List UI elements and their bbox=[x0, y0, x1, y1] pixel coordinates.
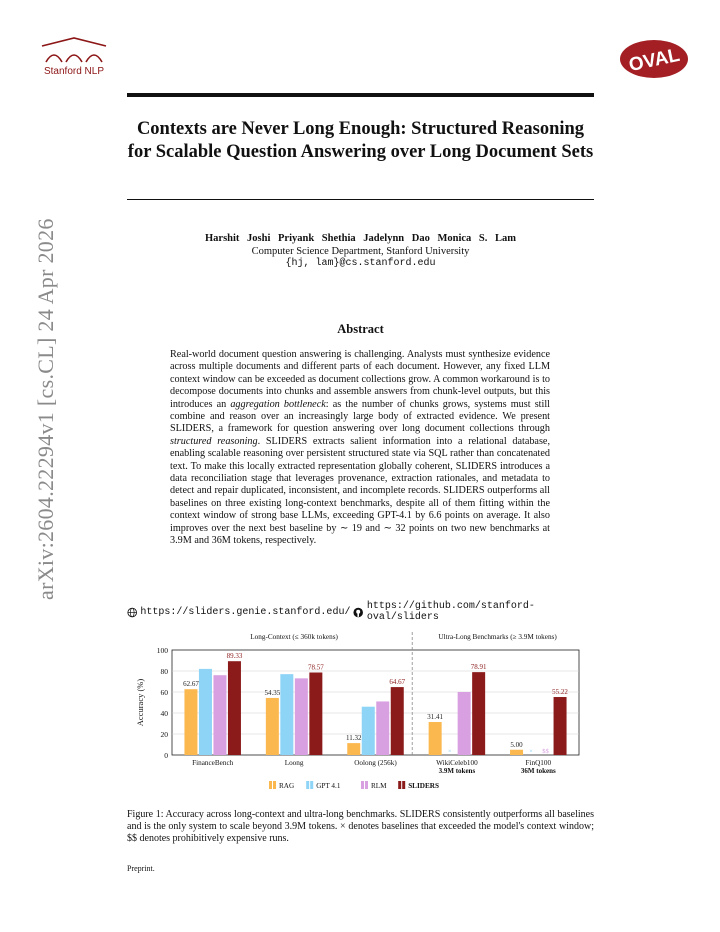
bar-sliders bbox=[228, 661, 241, 755]
y-tick-label: 60 bbox=[160, 688, 168, 697]
github-repo-link[interactable]: https://github.com/stanford-oval/sliders bbox=[366, 601, 535, 623]
legend-swatch bbox=[361, 781, 364, 789]
legend-label: RLM bbox=[371, 782, 387, 790]
y-tick-label: 40 bbox=[160, 709, 168, 718]
x-tick-sublabel: 3.9M tokens bbox=[438, 767, 476, 775]
x-tick-label: Loong bbox=[284, 759, 304, 767]
abstract-emphasis: aggregation bottleneck bbox=[230, 398, 326, 410]
figure-caption: Figure 1: Accuracy across long-context and ultra-long benchmarks. SLIDERS consistently outperforms all baselines and is the only system to scale beyond 3.9M tokens. × denotes baselines that exceeded the model's context window; $$ denotes prohibitively expensive runs. bbox=[127, 809, 594, 844]
author-list: Harshit Joshi Priyank Shethia Jadelynn Dao Monica S. Lam bbox=[205, 233, 516, 244]
legend-swatch bbox=[402, 781, 405, 789]
svg-text:OVAL: OVAL bbox=[627, 44, 682, 77]
oval-logo-icon bbox=[618, 38, 690, 80]
bar-value-label: 78.57 bbox=[307, 663, 324, 672]
bar-value-label: 55.22 bbox=[552, 688, 568, 697]
legend-swatch bbox=[269, 781, 272, 789]
stanford-nlp-logo bbox=[34, 36, 114, 82]
bar-unavailable-marker: × bbox=[447, 748, 452, 755]
contact-email: {hj, lam}@cs.stanford.edu bbox=[285, 258, 436, 269]
arxiv-side-stamp: arXiv:2604.22294v1 [cs.CL] 24 Apr 2026 bbox=[33, 218, 58, 600]
bar-rlm bbox=[295, 678, 308, 755]
y-axis-label: Accuracy (%) bbox=[135, 678, 145, 727]
bar-rag bbox=[347, 743, 360, 755]
abstract-emphasis: structured reasoning bbox=[170, 435, 258, 447]
title-rule-top bbox=[127, 93, 594, 97]
y-tick-label: 100 bbox=[156, 646, 168, 655]
x-tick-label: Oolong (256k) bbox=[354, 759, 397, 767]
bar-value-label: 78.91 bbox=[470, 663, 487, 672]
section-label-ultra-long: Ultra-Long Benchmarks (≥ 3.9M tokens) bbox=[438, 633, 557, 641]
bar-sliders bbox=[472, 672, 485, 755]
paper-title: Contexts are Never Long Enough: Structured Reasoning for Scalable Question Answering over Long Document Sets bbox=[127, 119, 594, 162]
bar-value-label: 62.67 bbox=[183, 680, 199, 689]
bar-sliders bbox=[554, 697, 567, 755]
x-tick-label: WikiCeleb100 bbox=[436, 759, 478, 767]
bar-rag bbox=[184, 689, 197, 755]
legend-label: SLIDERS bbox=[408, 782, 439, 790]
bar-rlm bbox=[213, 675, 226, 755]
stanford-arches-icon bbox=[34, 36, 114, 66]
project-links bbox=[127, 601, 594, 623]
bar-value-label: 64.67 bbox=[389, 678, 406, 687]
abstract-body: Real-world document question answering is challenging. Analysts must synthesize evidence across multiple documents and different parts of each document. However, any fixed LLM context window can be exceeded as document collections grow. A common workaround is to decompose documents into chunks and assemble answers from chunk-level outputs, but this introduces an aggregation bottleneck: as the number of chunks grows, systems must still combine and reason over an increasingly large body of extracted evidence. We present SLIDERS, a framework for question answering over long document collections through structured reasoning. SLIDERS extracts salient information into a relational database, enabling scalable reasoning over persistent structured state via SQL rather than concatenated text. To make this locally extracted representation globally coherent, SLIDERS introduces a data reconciliation stage that leverages provenance, extraction rationales, and metadata to detect and repair duplicated, inconsistent, and incomplete records. SLIDERS outperforms all baselines on three existing long-context benchmarks, despite all of them fitting within the context window of strong base LLMs, exceeding GPT-4.1 by 6.6 points on average. It also improves over the next best baseline by ∼ 19 and ∼ 32 points on two new benchmarks at 3.9M and 36M tokens, respectively. bbox=[170, 349, 550, 547]
bar-unavailable-marker: × bbox=[529, 748, 533, 755]
bar-rag bbox=[266, 698, 279, 755]
legend-label: RAG bbox=[279, 782, 295, 790]
bar-sliders bbox=[309, 673, 322, 755]
oval-logo bbox=[618, 38, 690, 80]
legend-swatch bbox=[398, 781, 401, 789]
stanford-nlp-logo-text: Stanford NLP bbox=[43, 66, 105, 77]
github-icon bbox=[353, 607, 363, 618]
section-label-long-context: Long-Context (≤ 360k tokens) bbox=[250, 633, 338, 641]
accuracy-bar-chart bbox=[127, 628, 594, 798]
preprint-footer: Preprint. bbox=[127, 864, 155, 873]
y-tick-label: 0 bbox=[164, 751, 168, 760]
bar-gpt-4.1 bbox=[280, 674, 293, 755]
bar-rag bbox=[429, 722, 442, 755]
bar-value-label: 54.35 bbox=[264, 688, 281, 697]
project-site-link[interactable]: https://sliders.genie.stanford.edu/ bbox=[140, 606, 351, 618]
legend-label: GPT 4.1 bbox=[316, 782, 341, 790]
legend-swatch bbox=[365, 781, 368, 789]
bar-value-label: 11.32 bbox=[346, 734, 362, 743]
bar-gpt-4.1 bbox=[199, 669, 212, 755]
bar-gpt-4.1 bbox=[362, 707, 375, 755]
bar-rlm bbox=[458, 692, 471, 755]
bar-sliders bbox=[391, 687, 404, 755]
legend-swatch bbox=[310, 781, 313, 789]
y-tick-label: 80 bbox=[160, 667, 168, 676]
bar-unavailable-marker: $$ bbox=[542, 748, 549, 755]
bar-value-label: 89.33 bbox=[226, 652, 243, 661]
affiliation: Computer Science Department, Stanford University bbox=[251, 246, 470, 257]
accuracy-chart bbox=[127, 628, 594, 798]
x-tick-sublabel: 36M tokens bbox=[520, 767, 556, 775]
bar-rag bbox=[510, 750, 523, 755]
x-tick-label: FinanceBench bbox=[192, 759, 234, 767]
globe-icon bbox=[127, 607, 137, 618]
bar-rlm bbox=[376, 701, 389, 755]
bar-value-label: 31.41 bbox=[427, 713, 444, 722]
y-tick-label: 20 bbox=[160, 730, 168, 739]
title-rule-bottom bbox=[127, 199, 594, 200]
bar-value-label: 5.00 bbox=[510, 740, 523, 749]
legend-swatch bbox=[306, 781, 309, 789]
legend-swatch bbox=[273, 781, 276, 789]
abstract-heading: Abstract bbox=[337, 322, 384, 336]
x-tick-label: FinQ100 bbox=[525, 759, 552, 767]
